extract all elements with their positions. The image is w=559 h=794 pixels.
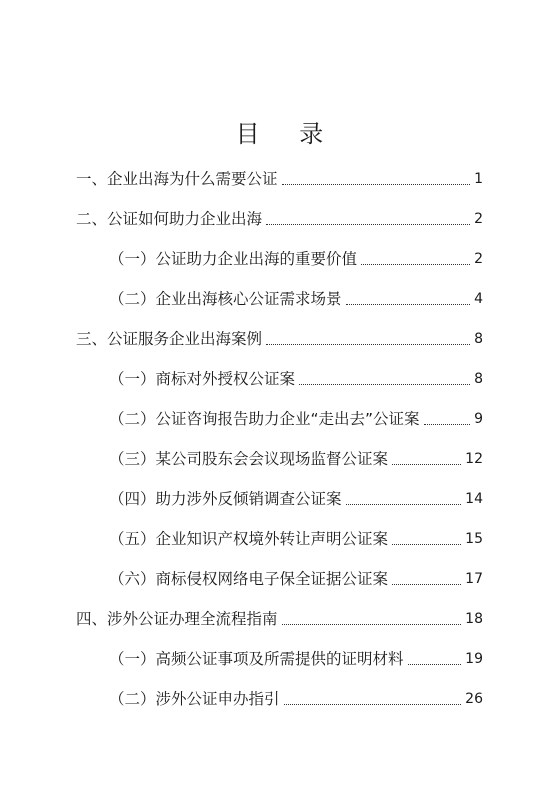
toc-entry[interactable] <box>109 561 483 589</box>
dot-leader <box>361 263 470 265</box>
toc-entry-text: （五）企业知识产权境外转让声明公证案 <box>109 530 389 548</box>
dot-leader <box>282 623 462 625</box>
toc-entry-page: 8 <box>474 371 483 387</box>
page-title: 目 录 <box>235 120 340 148</box>
toc-entry-text: （三）某公司股东会会议现场监督公证案 <box>109 450 389 468</box>
toc-entry-text: （二）公证咨询报告助力企业“走出去”公证案 <box>109 410 420 428</box>
toc-entry[interactable] <box>109 241 483 269</box>
toc-entry[interactable] <box>109 401 483 429</box>
toc-entry-page: 1 <box>474 171 483 187</box>
dot-leader <box>282 183 471 185</box>
dot-leader <box>266 343 470 345</box>
toc-entry-page: 26 <box>465 691 483 707</box>
toc-entry-page: 17 <box>465 571 483 587</box>
dot-leader <box>392 463 461 465</box>
toc-entry-text: （四）助力涉外反倾销调查公证案 <box>109 490 342 508</box>
toc-entry[interactable] <box>109 361 483 389</box>
toc-entry-page: 14 <box>465 491 483 507</box>
toc-entry-page: 8 <box>474 331 483 347</box>
toc-entry-page: 4 <box>474 291 483 307</box>
toc-entry[interactable] <box>109 641 483 669</box>
toc-entry[interactable] <box>109 521 483 549</box>
dot-leader <box>299 383 470 385</box>
dot-leader <box>346 503 462 505</box>
dot-leader <box>392 543 461 545</box>
toc-entry-page: 18 <box>465 611 483 627</box>
toc-entry-page: 15 <box>465 531 483 547</box>
toc-entry-page: 19 <box>465 651 483 667</box>
toc-entry-text: （六）商标侵权网络电子保全证据公证案 <box>109 570 389 588</box>
toc-entry[interactable] <box>109 281 483 309</box>
toc-entry-text: （一）商标对外授权公证案 <box>109 370 296 388</box>
toc-entry[interactable] <box>109 441 483 469</box>
toc-entry-text: （一）高频公证事项及所需提供的证明材料 <box>109 650 404 668</box>
toc-entry-text: （一）公证助力企业出海的重要价值 <box>109 250 358 268</box>
toc-entry-text: （二）企业出海核心公证需求场景 <box>109 290 342 308</box>
dot-leader <box>408 663 462 665</box>
toc-entry-text: 二、公证如何助力企业出海 <box>76 210 263 228</box>
toc-entry-page: 9 <box>474 411 483 427</box>
toc-entry[interactable] <box>109 681 483 709</box>
dot-leader <box>424 423 471 425</box>
dot-leader <box>392 583 461 585</box>
toc-entry-text: 一、企业出海为什么需要公证 <box>76 170 278 188</box>
toc-entry-page: 12 <box>465 451 483 467</box>
toc-entry[interactable] <box>76 321 483 349</box>
toc-entry[interactable] <box>109 481 483 509</box>
dot-leader <box>346 303 471 305</box>
toc-entry-page: 2 <box>474 211 483 227</box>
toc-entry[interactable] <box>76 601 483 629</box>
dot-leader <box>266 223 470 225</box>
toc-entry[interactable] <box>76 201 483 229</box>
toc-entry-text: 三、公证服务企业出海案例 <box>76 330 263 348</box>
toc-entry-text: （二）涉外公证申办指引 <box>109 690 280 708</box>
toc-entry-page: 2 <box>474 251 483 267</box>
toc-entry[interactable] <box>76 161 483 189</box>
toc-entry-text: 四、涉外公证办理全流程指南 <box>76 610 278 628</box>
dot-leader <box>284 703 462 705</box>
